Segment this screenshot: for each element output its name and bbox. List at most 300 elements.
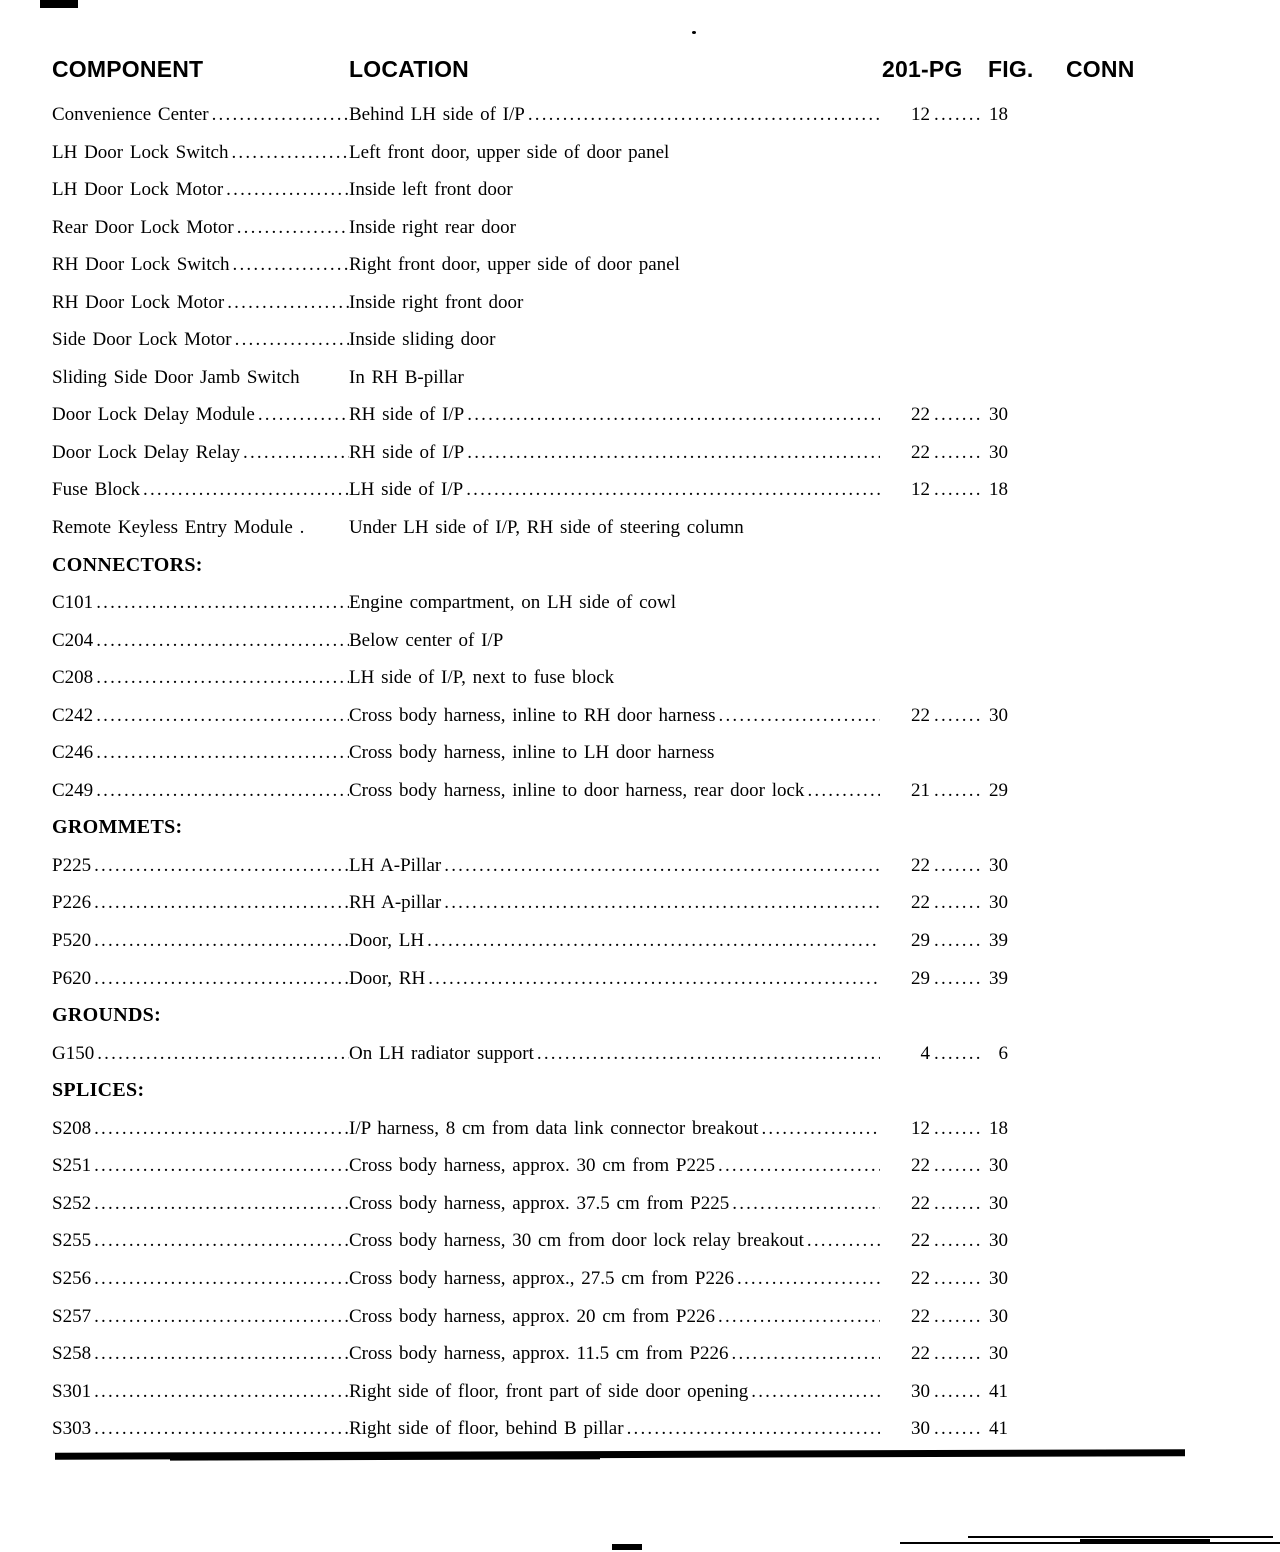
leader-dots <box>934 854 982 877</box>
component-cell <box>52 1154 349 1177</box>
location-cell <box>349 1042 880 1065</box>
location-cell <box>349 1192 880 1215</box>
table-row <box>52 178 1156 216</box>
location-cell <box>349 441 880 464</box>
leader-dots <box>233 253 349 276</box>
component-name: C208 <box>52 667 94 689</box>
location-cell <box>349 328 880 351</box>
page-number: 30 <box>911 1380 930 1402</box>
leader-dots <box>94 1117 349 1140</box>
bottom-rule-thick-segment <box>170 1456 600 1460</box>
page-number: 12 <box>911 479 930 501</box>
reference-cell <box>880 1380 1008 1403</box>
component-name: LH Door Lock Switch <box>52 141 229 163</box>
location-text: LH side of I/P, next to fuse block <box>349 667 615 689</box>
location-text: Inside right front door <box>349 291 524 313</box>
table-row <box>52 403 1156 441</box>
reference-cell <box>880 1192 1008 1215</box>
leader-dots <box>719 704 880 727</box>
leader-dots <box>94 1229 349 1252</box>
page-number: 29 <box>911 967 930 989</box>
component-cell <box>52 403 349 426</box>
leader-dots <box>807 1229 880 1252</box>
leader-dots <box>751 1380 880 1403</box>
page-number: 22 <box>911 1230 930 1252</box>
figure-number: 30 <box>989 892 1008 914</box>
leader-dots <box>467 441 880 464</box>
leader-dots <box>94 1342 349 1365</box>
table-row <box>52 103 1156 141</box>
figure-number: 30 <box>989 1192 1008 1214</box>
location-cell <box>349 967 880 990</box>
reference-cell <box>880 1154 1008 1177</box>
table-row <box>52 741 1156 779</box>
leader-dots <box>934 1042 982 1065</box>
location-text: RH A-pillar <box>349 892 442 914</box>
leader-dots <box>537 1042 880 1065</box>
leader-dots <box>94 1192 349 1215</box>
component-name: RH Door Lock Switch <box>52 254 230 276</box>
scan-dash-bottom-center <box>612 1544 642 1550</box>
section-label: GROUNDS: <box>52 1004 162 1027</box>
table-row <box>52 967 1156 1005</box>
component-cell <box>52 1042 349 1065</box>
figure-number: 41 <box>989 1418 1008 1440</box>
table-row <box>52 1229 1156 1267</box>
leader-dots <box>934 1192 982 1215</box>
reference-cell <box>880 1267 1008 1290</box>
component-name: C249 <box>52 779 94 801</box>
component-name: C204 <box>52 629 94 651</box>
leader-dots <box>97 1042 349 1065</box>
location-text: Below center of I/P <box>349 629 504 651</box>
section-header-row <box>52 1004 1156 1042</box>
leader-dots <box>258 403 349 426</box>
leader-dots <box>718 1154 880 1177</box>
figure-number: 18 <box>989 1117 1008 1139</box>
component-cell <box>52 666 349 689</box>
figure-number: 39 <box>989 967 1008 989</box>
location-text: Cross body harness, approx. 11.5 cm from P226 <box>349 1343 729 1365</box>
location-text: Cross body harness, approx., 27.5 cm from P226 <box>349 1267 734 1289</box>
leader-dots <box>96 591 349 614</box>
table-row <box>52 1342 1156 1380</box>
location-cell <box>349 1154 880 1177</box>
component-cell <box>52 629 349 652</box>
leader-dots <box>212 103 349 126</box>
component-cell <box>52 1267 349 1290</box>
location-text: Behind LH side of I/P <box>349 104 525 125</box>
location-text: Inside left front door <box>349 179 513 201</box>
column-header-201-pg: 201-PG <box>882 56 963 82</box>
location-cell <box>349 891 880 914</box>
location-cell <box>349 779 880 802</box>
column-header-fig: FIG. <box>988 56 1034 82</box>
leader-dots <box>96 779 349 802</box>
leader-dots <box>94 1417 349 1440</box>
scan-line-bottom-right-upper <box>968 1536 1273 1538</box>
page-number: 22 <box>911 1305 930 1327</box>
location-cell <box>349 1117 880 1140</box>
leader-dots <box>237 216 349 239</box>
leader-dots <box>94 891 349 914</box>
location-cell <box>349 1267 880 1290</box>
leader-dots <box>96 666 349 689</box>
page-number: 22 <box>911 854 930 876</box>
table-row <box>52 929 1156 967</box>
component-name: S208 <box>52 1117 92 1139</box>
location-text: Cross body harness, inline to LH door harness <box>349 742 715 764</box>
component-cell <box>52 216 349 239</box>
reference-cell <box>880 1417 1008 1440</box>
component-cell <box>52 328 349 351</box>
table-row <box>52 1192 1156 1230</box>
page-number: 30 <box>911 1418 930 1440</box>
component-name: Remote Keyless Entry Module . <box>52 517 305 539</box>
leader-dots <box>96 741 349 764</box>
component-cell <box>52 141 349 164</box>
location-text: LH side of I/P <box>349 479 464 501</box>
leader-dots <box>934 967 982 990</box>
page-number: 4 <box>920 1042 930 1064</box>
location-cell <box>349 741 880 764</box>
leader-dots <box>227 291 349 314</box>
component-cell <box>52 253 349 276</box>
location-text: Right side of floor, behind B pillar <box>349 1418 624 1440</box>
figure-number: 30 <box>989 441 1008 463</box>
figure-number: 30 <box>989 1267 1008 1289</box>
table-row <box>52 141 1156 179</box>
section-header-row <box>52 554 1156 592</box>
component-name: Door Lock Delay Relay <box>52 441 241 463</box>
location-cell <box>349 929 880 952</box>
location-text: Right side of floor, front part of side door opening <box>349 1380 749 1402</box>
component-cell <box>52 1117 349 1140</box>
location-text: Cross body harness, approx. 20 cm from P226 <box>349 1305 715 1327</box>
leader-dots <box>934 1305 982 1328</box>
component-cell <box>52 1342 349 1365</box>
section-label: CONNECTORS: <box>52 553 203 576</box>
location-text: I/P harness, 8 cm from data link connector breakout <box>349 1117 759 1139</box>
table-row <box>52 328 1156 366</box>
table-row <box>52 704 1156 742</box>
component-name: G150 <box>52 1042 95 1064</box>
table-header <box>52 56 1156 103</box>
page-number: 22 <box>911 1155 930 1177</box>
location-cell <box>349 591 880 614</box>
component-name: S256 <box>52 1267 92 1289</box>
leader-dots <box>467 403 880 426</box>
component-cell <box>52 779 349 802</box>
component-name: C246 <box>52 742 94 764</box>
component-name: Sliding Side Door Jamb Switch <box>52 366 300 388</box>
component-cell <box>52 967 349 990</box>
leader-dots <box>94 1267 349 1290</box>
reference-cell <box>880 441 1008 464</box>
location-text: RH side of I/P <box>349 441 465 463</box>
component-cell <box>52 704 349 727</box>
component-name: S252 <box>52 1192 92 1214</box>
figure-number: 30 <box>989 854 1008 876</box>
location-cell <box>349 1229 880 1252</box>
location-cell <box>349 854 880 877</box>
leader-dots <box>934 1117 982 1140</box>
page-number: 22 <box>911 1192 930 1214</box>
table-row <box>52 1267 1156 1305</box>
leader-dots <box>807 779 880 802</box>
component-cell <box>52 929 349 952</box>
component-name: P225 <box>52 854 92 876</box>
leader-dots <box>737 1267 880 1290</box>
component-cell <box>52 854 349 877</box>
table-row <box>52 1305 1156 1343</box>
location-cell <box>349 478 880 501</box>
component-name: C101 <box>52 592 94 614</box>
location-text: Under LH side of I/P, RH side of steering column <box>349 517 744 539</box>
section-header-row <box>52 816 1156 854</box>
location-text: Cross body harness, inline to door harness, rear door lock <box>349 779 805 801</box>
reference-cell <box>880 1342 1008 1365</box>
location-text: Left front door, upper side of door panel <box>349 141 670 163</box>
leader-dots <box>934 478 982 501</box>
leader-dots <box>934 403 982 426</box>
component-name: S255 <box>52 1230 92 1252</box>
leader-dots <box>243 441 349 464</box>
location-text: Inside sliding door <box>349 329 496 351</box>
component-cell <box>52 1417 349 1440</box>
component-name: P620 <box>52 967 92 989</box>
reference-cell <box>880 478 1008 501</box>
reference-cell <box>880 1117 1008 1140</box>
location-cell <box>349 704 880 727</box>
leader-dots <box>718 1305 880 1328</box>
component-name: Side Door Lock Motor <box>52 329 232 351</box>
location-cell <box>349 403 880 426</box>
leader-dots <box>94 967 349 990</box>
location-text: LH A-Pillar <box>349 854 442 876</box>
reference-cell <box>880 779 1008 802</box>
leader-dots <box>94 1154 349 1177</box>
location-text: Cross body harness, 30 cm from door lock relay breakout <box>349 1230 804 1252</box>
scan-blob-bottom-right <box>1080 1539 1210 1543</box>
leader-dots <box>761 1117 880 1140</box>
leader-dots <box>235 328 349 351</box>
leader-dots <box>732 1342 880 1365</box>
component-name: S251 <box>52 1155 92 1177</box>
reference-cell <box>880 1042 1008 1065</box>
figure-number: 30 <box>989 1230 1008 1252</box>
leader-dots <box>226 178 349 201</box>
location-text: Door, LH <box>349 930 425 952</box>
component-name: S258 <box>52 1343 92 1365</box>
leader-dots <box>934 704 982 727</box>
leader-dots <box>466 478 880 501</box>
component-cell <box>52 478 349 501</box>
table-row <box>52 253 1156 291</box>
location-text: In RH B-pillar <box>349 366 464 388</box>
leader-dots <box>934 103 982 126</box>
leader-dots <box>94 1380 349 1403</box>
figure-number: 30 <box>989 704 1008 726</box>
page-number: 22 <box>911 441 930 463</box>
leader-dots <box>444 854 880 877</box>
figure-number: 41 <box>989 1380 1008 1402</box>
location-text: Inside right rear door <box>349 216 516 238</box>
leader-dots <box>732 1192 880 1215</box>
table-row <box>52 216 1156 254</box>
component-name: Fuse Block <box>52 479 141 501</box>
location-text: RH side of I/P <box>349 404 465 426</box>
page-number: 22 <box>911 404 930 426</box>
table-row <box>52 1117 1156 1155</box>
table-row <box>52 478 1156 516</box>
page-number: 29 <box>911 930 930 952</box>
table-row <box>52 1042 1156 1080</box>
component-name: RH Door Lock Motor <box>52 291 225 313</box>
component-name: C242 <box>52 704 94 726</box>
table-row <box>52 666 1156 704</box>
leader-dots <box>444 891 880 914</box>
component-name: S303 <box>52 1418 92 1440</box>
component-name: P226 <box>52 892 92 914</box>
table-row <box>52 1154 1156 1192</box>
location-cell <box>349 1305 880 1328</box>
location-cell <box>349 291 880 314</box>
component-name: Rear Door Lock Motor <box>52 216 234 238</box>
component-cell <box>52 291 349 314</box>
location-cell <box>349 216 880 239</box>
scan-artifact-top-left-bar <box>40 0 78 8</box>
page-number: 22 <box>911 1267 930 1289</box>
leader-dots <box>96 704 349 727</box>
leader-dots <box>934 1154 982 1177</box>
location-cell <box>349 516 880 539</box>
location-cell <box>349 629 880 652</box>
location-cell <box>349 1342 880 1365</box>
location-text: Cross body harness, approx. 30 cm from P225 <box>349 1155 715 1177</box>
component-cell <box>52 516 349 539</box>
location-cell <box>349 141 880 164</box>
component-cell <box>52 891 349 914</box>
reference-cell <box>880 1229 1008 1252</box>
location-cell <box>349 253 880 276</box>
leader-dots <box>934 1380 982 1403</box>
figure-number: 29 <box>989 779 1008 801</box>
leader-dots <box>934 891 982 914</box>
section-label: GROMMETS: <box>52 816 183 839</box>
component-cell <box>52 741 349 764</box>
leader-dots <box>627 1417 880 1440</box>
table-row <box>52 1380 1156 1418</box>
component-name: S301 <box>52 1380 92 1402</box>
table-row <box>52 891 1156 929</box>
component-cell <box>52 591 349 614</box>
leader-dots <box>934 779 982 802</box>
location-cell <box>349 666 880 689</box>
component-cell <box>52 178 349 201</box>
reference-cell <box>880 891 1008 914</box>
section-header-row <box>52 1079 1156 1117</box>
location-text: Cross body harness, approx. 37.5 cm from P225 <box>349 1192 730 1214</box>
location-cell <box>349 1380 880 1403</box>
component-cell <box>52 1192 349 1215</box>
reference-cell <box>880 403 1008 426</box>
leader-dots <box>934 1267 982 1290</box>
location-text: Right front door, upper side of door panel <box>349 254 680 276</box>
location-cell <box>349 1417 880 1440</box>
component-name: Convenience Center <box>52 104 209 125</box>
scan-speck <box>692 31 696 34</box>
column-header-component: COMPONENT <box>52 56 204 82</box>
leader-dots <box>428 967 880 990</box>
leader-dots <box>427 929 880 952</box>
leader-dots <box>934 929 982 952</box>
table-row <box>52 441 1156 479</box>
leader-dots <box>934 1417 982 1440</box>
reference-cell <box>880 854 1008 877</box>
leader-dots <box>94 854 349 877</box>
location-text: Door, RH <box>349 967 426 989</box>
location-text: Cross body harness, inline to RH door harness <box>349 704 716 726</box>
figure-number: 39 <box>989 930 1008 952</box>
component-name: P520 <box>52 930 92 952</box>
table-row <box>52 854 1156 892</box>
table-body <box>52 103 1156 1455</box>
page-number: 22 <box>911 1343 930 1365</box>
leader-dots <box>934 1229 982 1252</box>
page-number: 22 <box>911 704 930 726</box>
page-number: 22 <box>911 892 930 914</box>
component-name: S257 <box>52 1305 92 1327</box>
table-row <box>52 591 1156 629</box>
page-number: 21 <box>911 779 930 801</box>
table-row <box>52 779 1156 817</box>
figure-number: 30 <box>989 1155 1008 1177</box>
figure-number: 6 <box>998 1042 1008 1064</box>
component-cell <box>52 1229 349 1252</box>
reference-cell <box>880 1305 1008 1328</box>
component-cell <box>52 1380 349 1403</box>
page-number: 12 <box>911 1117 930 1139</box>
reference-cell <box>880 929 1008 952</box>
location-text: On LH radiator support <box>349 1042 534 1064</box>
table-row <box>52 516 1156 554</box>
figure-number: 30 <box>989 1305 1008 1327</box>
location-cell <box>349 366 880 389</box>
component-name: Door Lock Delay Module <box>52 404 255 426</box>
figure-number: 18 <box>989 479 1008 501</box>
leader-dots <box>96 629 349 652</box>
location-text: Engine compartment, on LH side of cowl <box>349 592 677 614</box>
section-label: SPLICES: <box>52 1079 145 1102</box>
column-header-location: LOCATION <box>349 56 469 82</box>
page-number: 12 <box>911 104 930 125</box>
leader-dots <box>934 1342 982 1365</box>
table-row <box>52 366 1156 404</box>
component-cell <box>52 441 349 464</box>
figure-number: 30 <box>989 404 1008 426</box>
leader-dots <box>231 141 349 164</box>
leader-dots <box>94 929 349 952</box>
component-cell <box>52 366 349 389</box>
reference-cell <box>880 704 1008 727</box>
component-location-table <box>52 56 1156 1455</box>
leader-dots <box>143 478 349 501</box>
reference-cell <box>880 103 1008 126</box>
table-row <box>52 629 1156 667</box>
table-row <box>52 291 1156 329</box>
figure-number: 18 <box>989 104 1008 125</box>
